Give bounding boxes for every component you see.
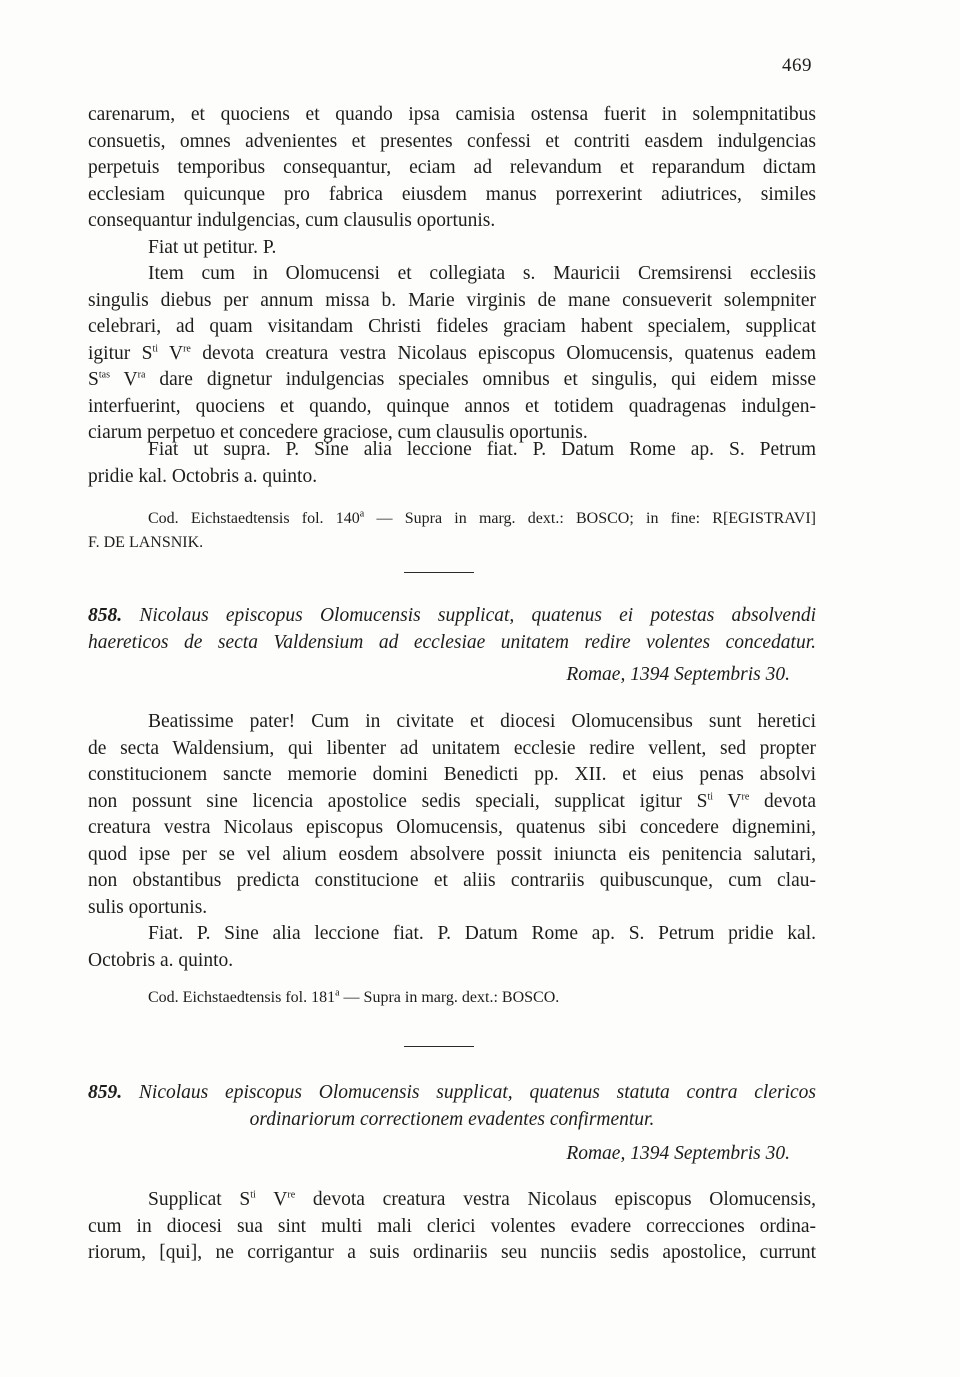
dateline: Romae, 1394 Septembris 30. [566, 664, 790, 685]
text-line: de secta Waldensium, qui libenter ad unitatem ecclesie redire vellent, sed propter [88, 737, 816, 759]
heading-line: 859. Nicolaus episcopus Olomucensis supplicat, quatenus statuta contra clericos [88, 1082, 816, 1103]
text-line: Beatissime pater! Cum in civitate et diocesi Olomucensibus sunt heretici [148, 711, 816, 732]
entry-number: 858. [88, 605, 123, 626]
text-line: quod ipse per se vel alium eosdem absolvere possit iniuncta eis penitencia salutari, [88, 843, 816, 865]
text-line: cum in diocesi sua sint multi mali clerici volentes evadere correcciones ordina- [88, 1215, 816, 1237]
heading-line: 858. Nicolaus episcopus Olomucensis supplicat, quatenus ei potestas absolvendi [88, 605, 816, 626]
text-line: consuetis, omnes advenientes et presentes confessi et contriti easdem indulgencias [88, 130, 816, 152]
entry-858-body [88, 709, 816, 974]
text-line: F. DE LANSNIK. [88, 534, 204, 551]
text-line: $S^{tas}$ $V^{ra}$ dare dignetur indulgencias speciales omnibus et singulis, qui eidem misse [88, 369, 817, 390]
paragraph-continuation [88, 102, 816, 261]
text-line: celebrari, ad quam visitandam Christi fideles graciam habent specialem, supplicat [88, 316, 816, 337]
text-line: Cod. Eichstaedtensis fol. 181$^a$ — Supra in marg. dext.: BOSCO. [148, 987, 560, 1006]
fiat-line: Octobris a. quinto. [88, 949, 234, 971]
fiat-line: Fiat. P. Sine alia leccione fiat. P. Datum Rome ap. S. Petrum pridie kal. [148, 923, 816, 944]
entry-number: 859. [88, 1082, 123, 1103]
text-line: Cod. Eichstaedtensis fol. 140$^a$ — Supra in marg. dext.: BOSCO; in fine: R[EGISTRAVI] [148, 508, 816, 527]
text-line: singulis diebus per annum missa b. Marie virginis de mane consueverit solempniter [88, 289, 816, 311]
source-note [88, 507, 816, 555]
text-line: ecclesiam quicunque pro fabrica eiusdem manus porrexerint adiutrices, similes [88, 183, 816, 205]
heading-line: ordinariorum correctionem evadentes confirmentur. [249, 1108, 655, 1130]
text-line: non possunt sine licencia apostolice sedis speciali, supplicat igitur $S^{ti}$ Vre devota [88, 790, 816, 812]
text-line: pridie kal. Octobris a. quinto. [88, 465, 318, 487]
text-line: igitur $S^{ti}$ Vre devota creatura vestra Nicolaus episcopus Olomucensis, quatenus eadem [88, 342, 817, 364]
page-number: 469 [782, 55, 812, 76]
text-line: Item cum in Olomucensi et collegiata s. Mauricii Cremsirensi ecclesiis [148, 263, 816, 284]
text-line: perpetuis temporibus consequantur, eciam ad relevandum et reparandum dictam [88, 157, 816, 178]
text-line: carenarum, et quociens et quando ipsa camisia ostensa fuerit in solempnitatibus [88, 104, 816, 125]
entry-859-heading [88, 1080, 816, 1168]
paragraph-item [88, 261, 816, 447]
text-line: interfuerint, quociens et quando, quinque annos et totidem quadragenas indulgen- [88, 395, 816, 417]
text-line: consequantur indulgencias, cum clausulis oportunis. [88, 210, 496, 231]
text-line: creatura vestra Nicolaus episcopus Olomucensis, quatenus sibi concedere dignemini, [88, 817, 816, 838]
text-line: constitucionem sancte memorie domini Benedicti pp. XII. et eius penas absolvi [88, 764, 816, 785]
text-line: riorum, [qui], ne corrigantur a suis ordinariis seu nunciis sedis apostolice, currunt [88, 1242, 816, 1263]
entry-859-body [88, 1187, 816, 1267]
entry-858-heading [88, 603, 816, 689]
text-line: ciarum perpetuo et concedere graciose, cum clausulis oportunis. [88, 422, 588, 443]
fiat-line: Fiat ut petitur. P. [148, 236, 277, 258]
text-line: Supplicat $S^{ti}$ Vre devota creatura vestra Nicolaus episcopus Olomucensis, [148, 1189, 817, 1210]
dateline: Romae, 1394 Septembris 30. [566, 1143, 790, 1164]
text-line: Fiat ut supra. P. Sine alia leccione fiat. P. Datum Rome ap. S. Petrum [148, 439, 816, 460]
divider [404, 572, 474, 573]
heading-line: haereticos de secta Valdensium ad ecclesiae unitatem redire volentes concedatur. [88, 631, 816, 653]
text-line: sulis oportunis. [88, 896, 208, 918]
divider [404, 1046, 474, 1047]
text-line: non obstantibus predicta constitucione et aliis contrariis quibuscunque, cum clau- [88, 870, 816, 891]
source-note [88, 986, 816, 1010]
fiat-paragraph [88, 437, 816, 490]
